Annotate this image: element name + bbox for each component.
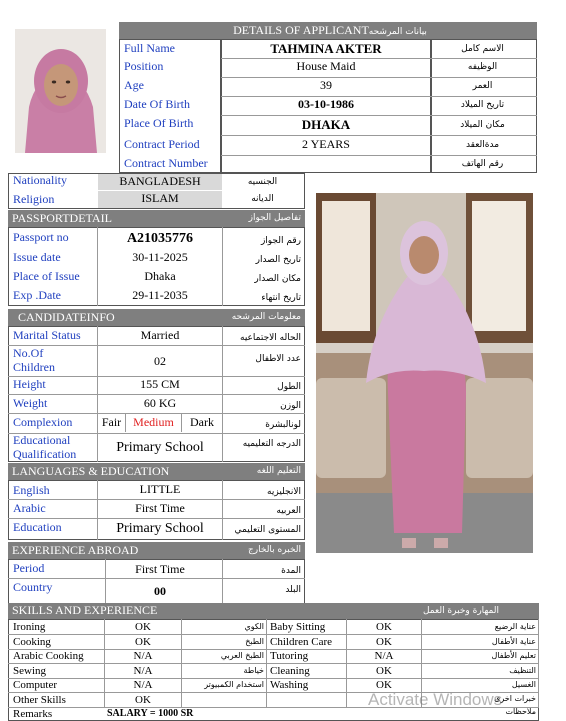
passport-no-value: A21035776 bbox=[126, 231, 194, 246]
divider bbox=[221, 77, 537, 78]
issue-date-value: 30-11-2025 bbox=[132, 250, 188, 264]
skills-header-ar: المهارة وخبرة العمل bbox=[422, 606, 499, 616]
languages-header-ar: التعليم اللغه bbox=[256, 466, 301, 476]
skill-value: OK bbox=[135, 636, 151, 648]
other-skills-ar: خبرات اخرى bbox=[494, 694, 536, 703]
divider bbox=[8, 433, 305, 434]
age-label: Age bbox=[124, 78, 144, 92]
skill-value: OK bbox=[376, 621, 392, 633]
remarks-ar: ملاحظات bbox=[505, 707, 536, 716]
height-ar: الطول bbox=[277, 382, 301, 392]
skill-ar: الكوي bbox=[244, 622, 264, 631]
exp-date-value: 29-11-2035 bbox=[132, 288, 188, 302]
divider bbox=[221, 58, 537, 59]
contract-number-label: Contract Number bbox=[124, 156, 208, 170]
complexion-medium: Medium bbox=[126, 414, 182, 432]
place-of-issue-value: Dhaka bbox=[144, 269, 176, 283]
divider bbox=[105, 559, 106, 604]
skill-label: Washing bbox=[270, 679, 309, 691]
skill-ar: التنظيف bbox=[509, 666, 536, 675]
skill-value: OK bbox=[135, 621, 151, 633]
nationality-value: BANGLADESH bbox=[98, 174, 222, 190]
contract-number-value bbox=[222, 155, 430, 173]
candidate-header-title: CANDIDATEINFO bbox=[18, 310, 115, 324]
activate-windows-watermark: Activate Windows bbox=[368, 690, 503, 709]
experience-header bbox=[8, 542, 305, 559]
details-header bbox=[119, 22, 537, 39]
passport-header-title: PASSPORTDETAIL bbox=[12, 211, 112, 225]
place-of-birth-ar: مكان الميلاد bbox=[460, 120, 505, 130]
weight-ar: الوزن bbox=[280, 401, 301, 411]
skill-ar: خياطة bbox=[243, 666, 264, 675]
nationality-label: Nationality bbox=[13, 173, 67, 187]
children-value: 02 bbox=[154, 354, 166, 368]
divider bbox=[97, 227, 98, 306]
passport-header-ar: تفاصيل الجواز bbox=[248, 213, 301, 223]
divider bbox=[221, 115, 537, 116]
skill-label: Ironing bbox=[13, 621, 46, 633]
skill-ar: الطبخ العربي bbox=[220, 651, 264, 660]
divider bbox=[222, 227, 223, 306]
arabic-label: Arabic bbox=[13, 501, 46, 515]
passport-no-label: Passport no bbox=[13, 230, 69, 244]
skill-ar: عناية الرضيع bbox=[494, 622, 536, 631]
children-label-1: No.Of bbox=[13, 346, 44, 360]
contract-period-label: Contract Period bbox=[124, 137, 200, 151]
skill-label: Tutoring bbox=[270, 650, 309, 662]
education-lang-value: Primary School bbox=[116, 521, 204, 536]
period-value: First Time bbox=[135, 562, 185, 576]
skill-value: N/A bbox=[133, 665, 153, 677]
dob-label: Date Of Birth bbox=[124, 97, 190, 111]
weight-value: 60 KG bbox=[143, 396, 177, 410]
languages-header-title: LANGUAGES & EDUCATION bbox=[12, 464, 170, 478]
skill-value: N/A bbox=[133, 650, 153, 662]
applicant-full-body-photo bbox=[316, 193, 533, 553]
complexion-dark: Dark bbox=[190, 415, 214, 429]
height-label: Height bbox=[13, 377, 46, 391]
children-label-2: Children bbox=[13, 360, 55, 374]
marital-status-ar: الحاله الاجتماعيه bbox=[240, 333, 301, 343]
skill-value: N/A bbox=[374, 650, 394, 662]
dob-value: 03-10-1986 bbox=[298, 97, 354, 111]
complexion-fair: Fair bbox=[98, 414, 126, 432]
country-value: 00 bbox=[154, 584, 166, 598]
full-name-label: Full Name bbox=[124, 41, 175, 55]
experience-header-ar: الخبره بالخارج bbox=[247, 545, 301, 555]
languages-header bbox=[8, 463, 305, 480]
religion-label: Religion bbox=[13, 192, 55, 206]
skill-ar: الغسيل bbox=[511, 680, 536, 689]
children-ar: عدد الاطفال bbox=[255, 354, 301, 364]
arabic-value: First Time bbox=[135, 501, 185, 515]
age-ar: العمر bbox=[472, 81, 493, 91]
period-ar: المدة bbox=[281, 566, 301, 576]
divider bbox=[8, 499, 305, 500]
divider bbox=[104, 619, 105, 707]
candidate-header-ar: معلومات المرشحه bbox=[231, 312, 301, 322]
skill-value: OK bbox=[135, 694, 151, 706]
period-label: Period bbox=[13, 561, 45, 575]
education-lang-label: Education bbox=[13, 520, 62, 534]
experience-header-title: EXPERIENCE ABROAD bbox=[12, 543, 139, 557]
skill-ar: تعليم الأطفال bbox=[491, 651, 536, 660]
full-name-ar: الاسم كامل bbox=[461, 44, 504, 54]
skills-header-title: SKILLS AND EXPERIENCE bbox=[12, 603, 158, 617]
education-lang-ar: المستوى التعليمي bbox=[234, 525, 301, 535]
english-ar: الانجليزيه bbox=[267, 487, 301, 497]
place-of-birth-value: DHAKA bbox=[301, 117, 351, 132]
marital-status-label: Marital Status bbox=[13, 328, 81, 342]
divider bbox=[8, 345, 305, 346]
issue-date-ar: تاريخ الصدار bbox=[255, 255, 301, 265]
skill-label: Cleaning bbox=[270, 665, 310, 677]
skill-label: Sewing bbox=[13, 665, 46, 677]
country-label: Country bbox=[13, 580, 53, 594]
place-of-issue-label: Place of Issue bbox=[13, 269, 80, 283]
divider bbox=[8, 413, 305, 414]
skill-value: OK bbox=[376, 679, 392, 691]
remarks-label: Remarks bbox=[13, 708, 53, 720]
details-header-title: DETAILS OF APPLICANT bbox=[233, 23, 369, 37]
divider bbox=[8, 518, 305, 519]
applicant-headshot-photo bbox=[15, 29, 106, 153]
divider bbox=[8, 578, 305, 579]
position-label: Position bbox=[124, 59, 164, 73]
details-header-title-ar: بيانات المرشحه bbox=[368, 27, 427, 37]
exp-date-label: Exp .Date bbox=[13, 288, 61, 302]
arabic-ar: العربيه bbox=[276, 506, 301, 516]
skills-header bbox=[8, 603, 539, 619]
country-ar: البلد bbox=[285, 585, 301, 595]
divider bbox=[97, 480, 98, 540]
dob-ar: تاريخ الميلاد bbox=[460, 100, 505, 110]
complexion-label: Complexion bbox=[13, 415, 73, 429]
skill-ar: الطبخ bbox=[245, 637, 264, 646]
english-label: English bbox=[13, 483, 50, 497]
place-of-birth-label: Place Of Birth bbox=[124, 116, 194, 130]
passport-header bbox=[8, 210, 305, 227]
age-value: 39 bbox=[320, 78, 332, 92]
height-value: 155 CM bbox=[140, 377, 180, 391]
education-label-1: Educational bbox=[13, 434, 71, 447]
divider bbox=[8, 394, 305, 395]
skill-value: N/A bbox=[133, 679, 153, 691]
issue-date-label: Issue date bbox=[13, 250, 61, 264]
place-of-issue-ar: مكان الصدار bbox=[254, 274, 301, 284]
divider bbox=[222, 480, 223, 540]
skill-ar: عناية الأطفال bbox=[491, 637, 536, 646]
divider bbox=[221, 96, 537, 97]
remarks-value: SALARY = 1000 SR bbox=[107, 708, 194, 719]
candidate-header bbox=[8, 309, 305, 326]
english-value: LITTLE bbox=[139, 482, 181, 496]
skill-label: Baby Sitting bbox=[270, 621, 326, 633]
weight-label: Weight bbox=[13, 396, 48, 410]
religion-value: ISLAM bbox=[98, 191, 222, 208]
full-name-value: TAHMINA AKTER bbox=[270, 41, 382, 56]
education-ar: الدرجه التعليميه bbox=[242, 439, 301, 449]
contract-period-value: 2 YEARS bbox=[302, 137, 350, 151]
education-value: Primary School bbox=[116, 440, 204, 455]
education-label-2: Qualification bbox=[13, 447, 77, 461]
skill-label: Arabic Cooking bbox=[13, 650, 84, 662]
skill-label: Computer bbox=[13, 679, 57, 691]
skill-label: Other Skills bbox=[13, 694, 66, 706]
skill-value: OK bbox=[376, 665, 392, 677]
contract-number-ar: رقم الهاتف bbox=[461, 159, 504, 169]
religion-ar: الديانه bbox=[251, 194, 274, 204]
divider bbox=[8, 376, 305, 377]
position-ar: الوظيفه bbox=[467, 62, 498, 72]
divider bbox=[221, 135, 537, 136]
passport-no-ar: رقم الجواز bbox=[260, 236, 301, 246]
skill-label: Children Care bbox=[270, 636, 333, 648]
divider bbox=[222, 559, 223, 604]
divider bbox=[221, 155, 537, 156]
contract-period-ar: مدةالعقد bbox=[465, 140, 500, 150]
divider bbox=[181, 619, 182, 707]
complexion-ar: لونالبشرة bbox=[265, 420, 301, 430]
skill-ar bbox=[181, 693, 266, 707]
marital-status-value: Married bbox=[140, 328, 180, 342]
skill-label: Cooking bbox=[13, 636, 51, 648]
nationality-ar: الجنسيه bbox=[247, 177, 278, 187]
skill-ar: استخدام الكمبيوتر bbox=[204, 680, 264, 689]
exp-date-ar: تاريخ انتهاء bbox=[261, 293, 301, 303]
position-value: House Maid bbox=[296, 59, 356, 73]
skill-value: OK bbox=[376, 636, 392, 648]
